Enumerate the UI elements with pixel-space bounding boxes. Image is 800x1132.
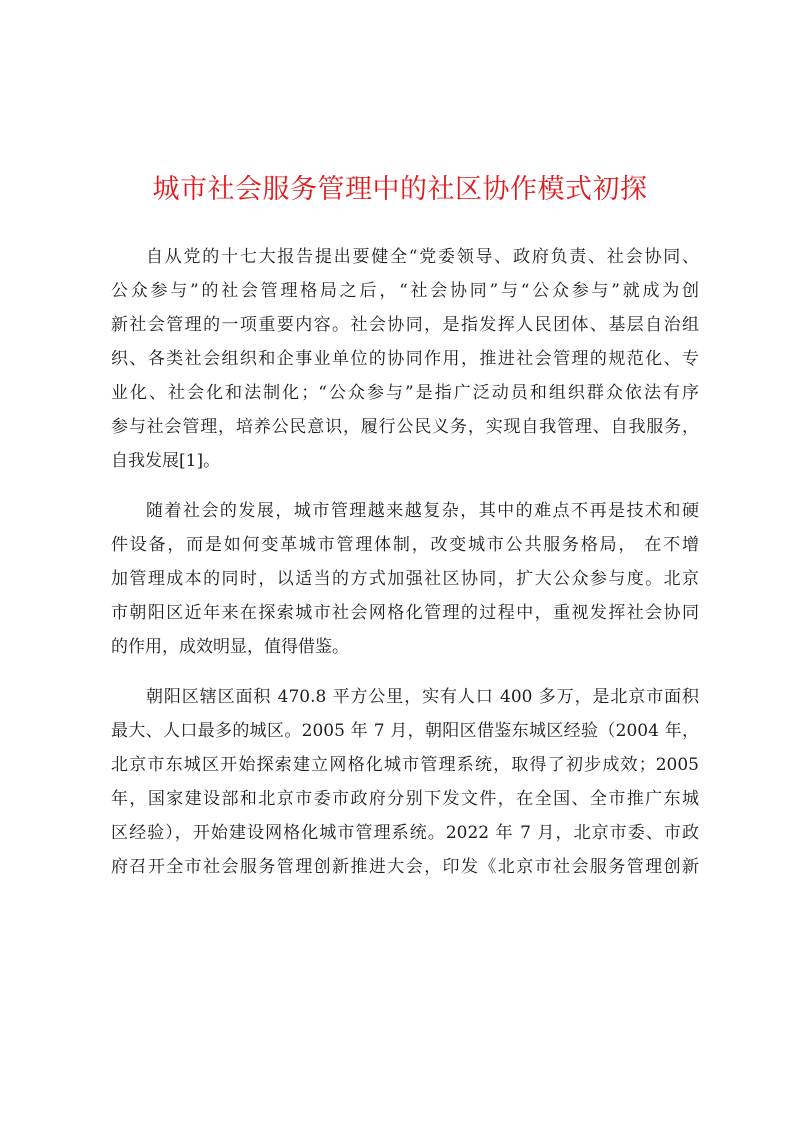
document-title: 城市社会服务管理中的社区协作模式初探 xyxy=(152,174,648,205)
paragraph-line: 府召开全市社会服务管理创新推进大会，印发《北京市社会服务管理创新 xyxy=(111,857,699,877)
paragraph-line: 的作用，成效明显，值得借鉴。 xyxy=(111,637,349,657)
paragraph-line: 自从党的十七大报告提出要健全“党委领导、政府负责、社会协同、 xyxy=(146,247,699,267)
paragraph-line: 自我发展[1]。 xyxy=(111,451,221,471)
paragraph-1 xyxy=(111,240,699,478)
paragraph-line: 年，国家建设部和北京市委市政府分别下发文件，在全国、全市推广东城 xyxy=(111,789,699,809)
paragraph-line: 朝阳区辖区面积 470.8 平方公里，实有人口 400 多万，是北京市面积 xyxy=(146,687,699,707)
paragraph-line: 北京市东城区开始探索建立网格化城市管理系统，取得了初步成效；2005 xyxy=(111,755,699,775)
paragraph-2 xyxy=(111,494,699,664)
paragraph-line: 新社会管理的一项重要内容。社会协同，是指发挥人民团体、基层自治组 xyxy=(111,315,699,335)
paragraph-line: 随着社会的发展，城市管理越来越复杂，其中的难点不再是技术和硬 xyxy=(146,501,699,521)
paragraph-line: 加管理成本的同时，以适当的方式加强社区协同，扩大公众参与度。北京 xyxy=(111,569,699,589)
paragraph-line: 市朝阳区近年来在探索城市社会网格化管理的过程中，重视发挥社会协同 xyxy=(111,603,699,623)
document-body xyxy=(111,240,699,900)
paragraph-line: 区经验），开始建设网格化城市管理系统。2022 年 7 月，北京市委、市政 xyxy=(111,823,699,843)
paragraph-line: 公众参与”的社会管理格局之后，“社会协同”与“公众参与”就成为创 xyxy=(111,281,699,301)
paragraph-line: 件设备，而是如何变革城市管理体制，改变城市公共服务格局， 在不增 xyxy=(111,535,699,555)
paragraph-line: 最大、人口最多的城区。2005 年 7 月，朝阳区借鉴东城区经验（2004 年， xyxy=(111,721,699,741)
paragraph-line: 织、各类社会组织和企事业单位的协同作用，推进社会管理的规范化、专 xyxy=(111,349,699,369)
paragraph-line: 业化、社会化和法制化；“公众参与”是指广泛动员和组织群众依法有序 xyxy=(111,383,699,403)
paragraph-line: 参与社会管理，培养公民意识，履行公民义务，实现自我管理、自我服务， xyxy=(111,417,699,437)
paragraph-3 xyxy=(111,680,699,884)
